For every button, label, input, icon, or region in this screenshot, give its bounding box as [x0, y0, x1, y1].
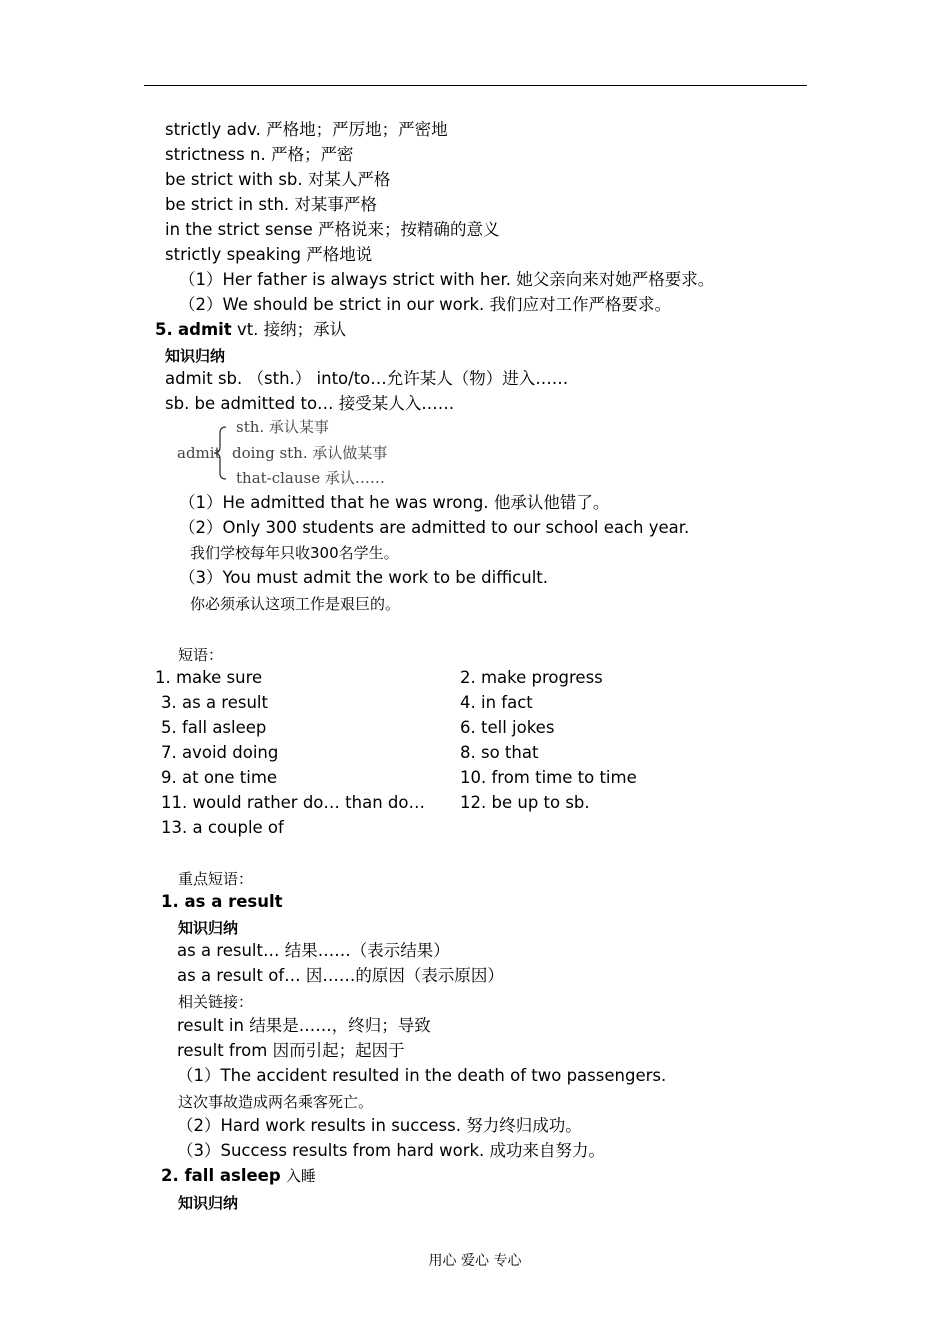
phrases-heading: 短语： — [178, 646, 224, 664]
admit-example-2: （2）Only 300 students are admitted to our school each year. — [179, 518, 690, 537]
admit-diagram-branch-2: doing sth. 承认做某事 — [232, 444, 388, 462]
key-phrase-2-title: 2. fall asleep — [161, 1166, 281, 1185]
result-example-1-translation: 这次事故造成两名乘客死亡。 — [178, 1093, 374, 1111]
key-phrase-2-definition: 入睡 — [285, 1167, 316, 1185]
phrase-right-1: 2. make progress — [460, 668, 603, 687]
strict-example-2: （2）We should be strict in our work. 我们应对工作严格要求。 — [179, 295, 672, 314]
phrase-left-7: 13. a couple of — [161, 818, 284, 837]
admit-usage-2: sb. be admitted to… 接受某人入…… — [165, 394, 455, 413]
phrase-left-3: 5. fall asleep — [161, 718, 267, 737]
strict-line-4: be strict in sth. 对某事严格 — [165, 195, 377, 214]
key-phrases-heading: 重点短语： — [178, 870, 254, 888]
admit-example-2-translation: 我们学校每年只收300名学生。 — [190, 544, 399, 562]
related-heading: 相关链接： — [178, 993, 254, 1011]
strict-example-1: （1）Her father is always strict with her. 她父亲向来对她严格要求。 — [179, 270, 715, 289]
strict-line-2: strictness n. 严格；严密 — [165, 145, 354, 164]
admit-number: 5. — [155, 320, 173, 339]
key-phrase-2-heading — [161, 1166, 316, 1186]
phrase-right-5: 10. from time to time — [460, 768, 637, 787]
admit-diagram-branch-3: that-clause 承认…… — [236, 469, 385, 487]
phrase-left-6: 11. would rather do… than do… — [161, 793, 425, 812]
admit-word: admit — [178, 320, 232, 339]
strict-line-1: strictly adv. 严格地；严厉地；严密地 — [165, 120, 448, 139]
page-footer: 用心 爱心 专心 — [428, 1253, 522, 1269]
related-line-2: result from 因而引起；起因于 — [177, 1041, 405, 1060]
header-rule — [144, 85, 807, 86]
phrase-left-4: 7. avoid doing — [161, 743, 279, 762]
related-line-1: result in 结果是……，终归；导致 — [177, 1016, 431, 1035]
admit-knowledge-heading: 知识归纳 — [165, 347, 226, 365]
key-phrase-1-line-1: as a result… 结果……（表示结果） — [177, 941, 450, 960]
result-example-1: （1）The accident resulted in the death of two passengers. — [177, 1066, 667, 1085]
key-phrase-1-title: 1. as a result — [161, 892, 283, 911]
phrase-left-5: 9. at one time — [161, 768, 278, 787]
admit-diagram-root: admit — [177, 444, 221, 462]
admit-example-3: （3）You must admit the work to be difficult. — [179, 568, 548, 587]
key-phrase-1-knowledge-heading: 知识归纳 — [178, 919, 239, 937]
brace-icon — [213, 425, 227, 481]
strict-line-3: be strict with sb. 对某人严格 — [165, 170, 391, 189]
phrase-right-3: 6. tell jokes — [460, 718, 555, 737]
admit-usage-1: admit sb. （sth.） into/to…允许某人（物）进入…… — [165, 369, 569, 388]
strict-line-6: strictly speaking 严格地说 — [165, 245, 373, 264]
phrase-left-2: 3. as a result — [161, 693, 268, 712]
phrase-left-1: 1. make sure — [155, 668, 263, 687]
result-example-2: （2）Hard work results in success. 努力终归成功。 — [177, 1116, 582, 1135]
key-phrase-1-line-2: as a result of… 因……的原因（表示原因） — [177, 966, 504, 985]
admit-diagram-branch-1: sth. 承认某事 — [236, 418, 329, 436]
admit-example-3-translation: 你必须承认这项工作是艰巨的。 — [190, 595, 401, 613]
phrase-right-4: 8. so that — [460, 743, 539, 762]
key-phrase-2-knowledge-heading: 知识归纳 — [178, 1194, 239, 1212]
phrase-right-2: 4. in fact — [460, 693, 533, 712]
phrase-right-6: 12. be up to sb. — [460, 793, 590, 812]
admit-definition: vt. 接纳；承认 — [236, 320, 347, 339]
result-example-3: （3）Success results from hard work. 成功来自努力。 — [177, 1141, 606, 1160]
admit-heading — [155, 320, 346, 340]
admit-example-1: （1）He admitted that he was wrong. 他承认他错了。 — [179, 493, 610, 512]
strict-line-5: in the strict sense 严格说来；按精确的意义 — [165, 220, 500, 239]
